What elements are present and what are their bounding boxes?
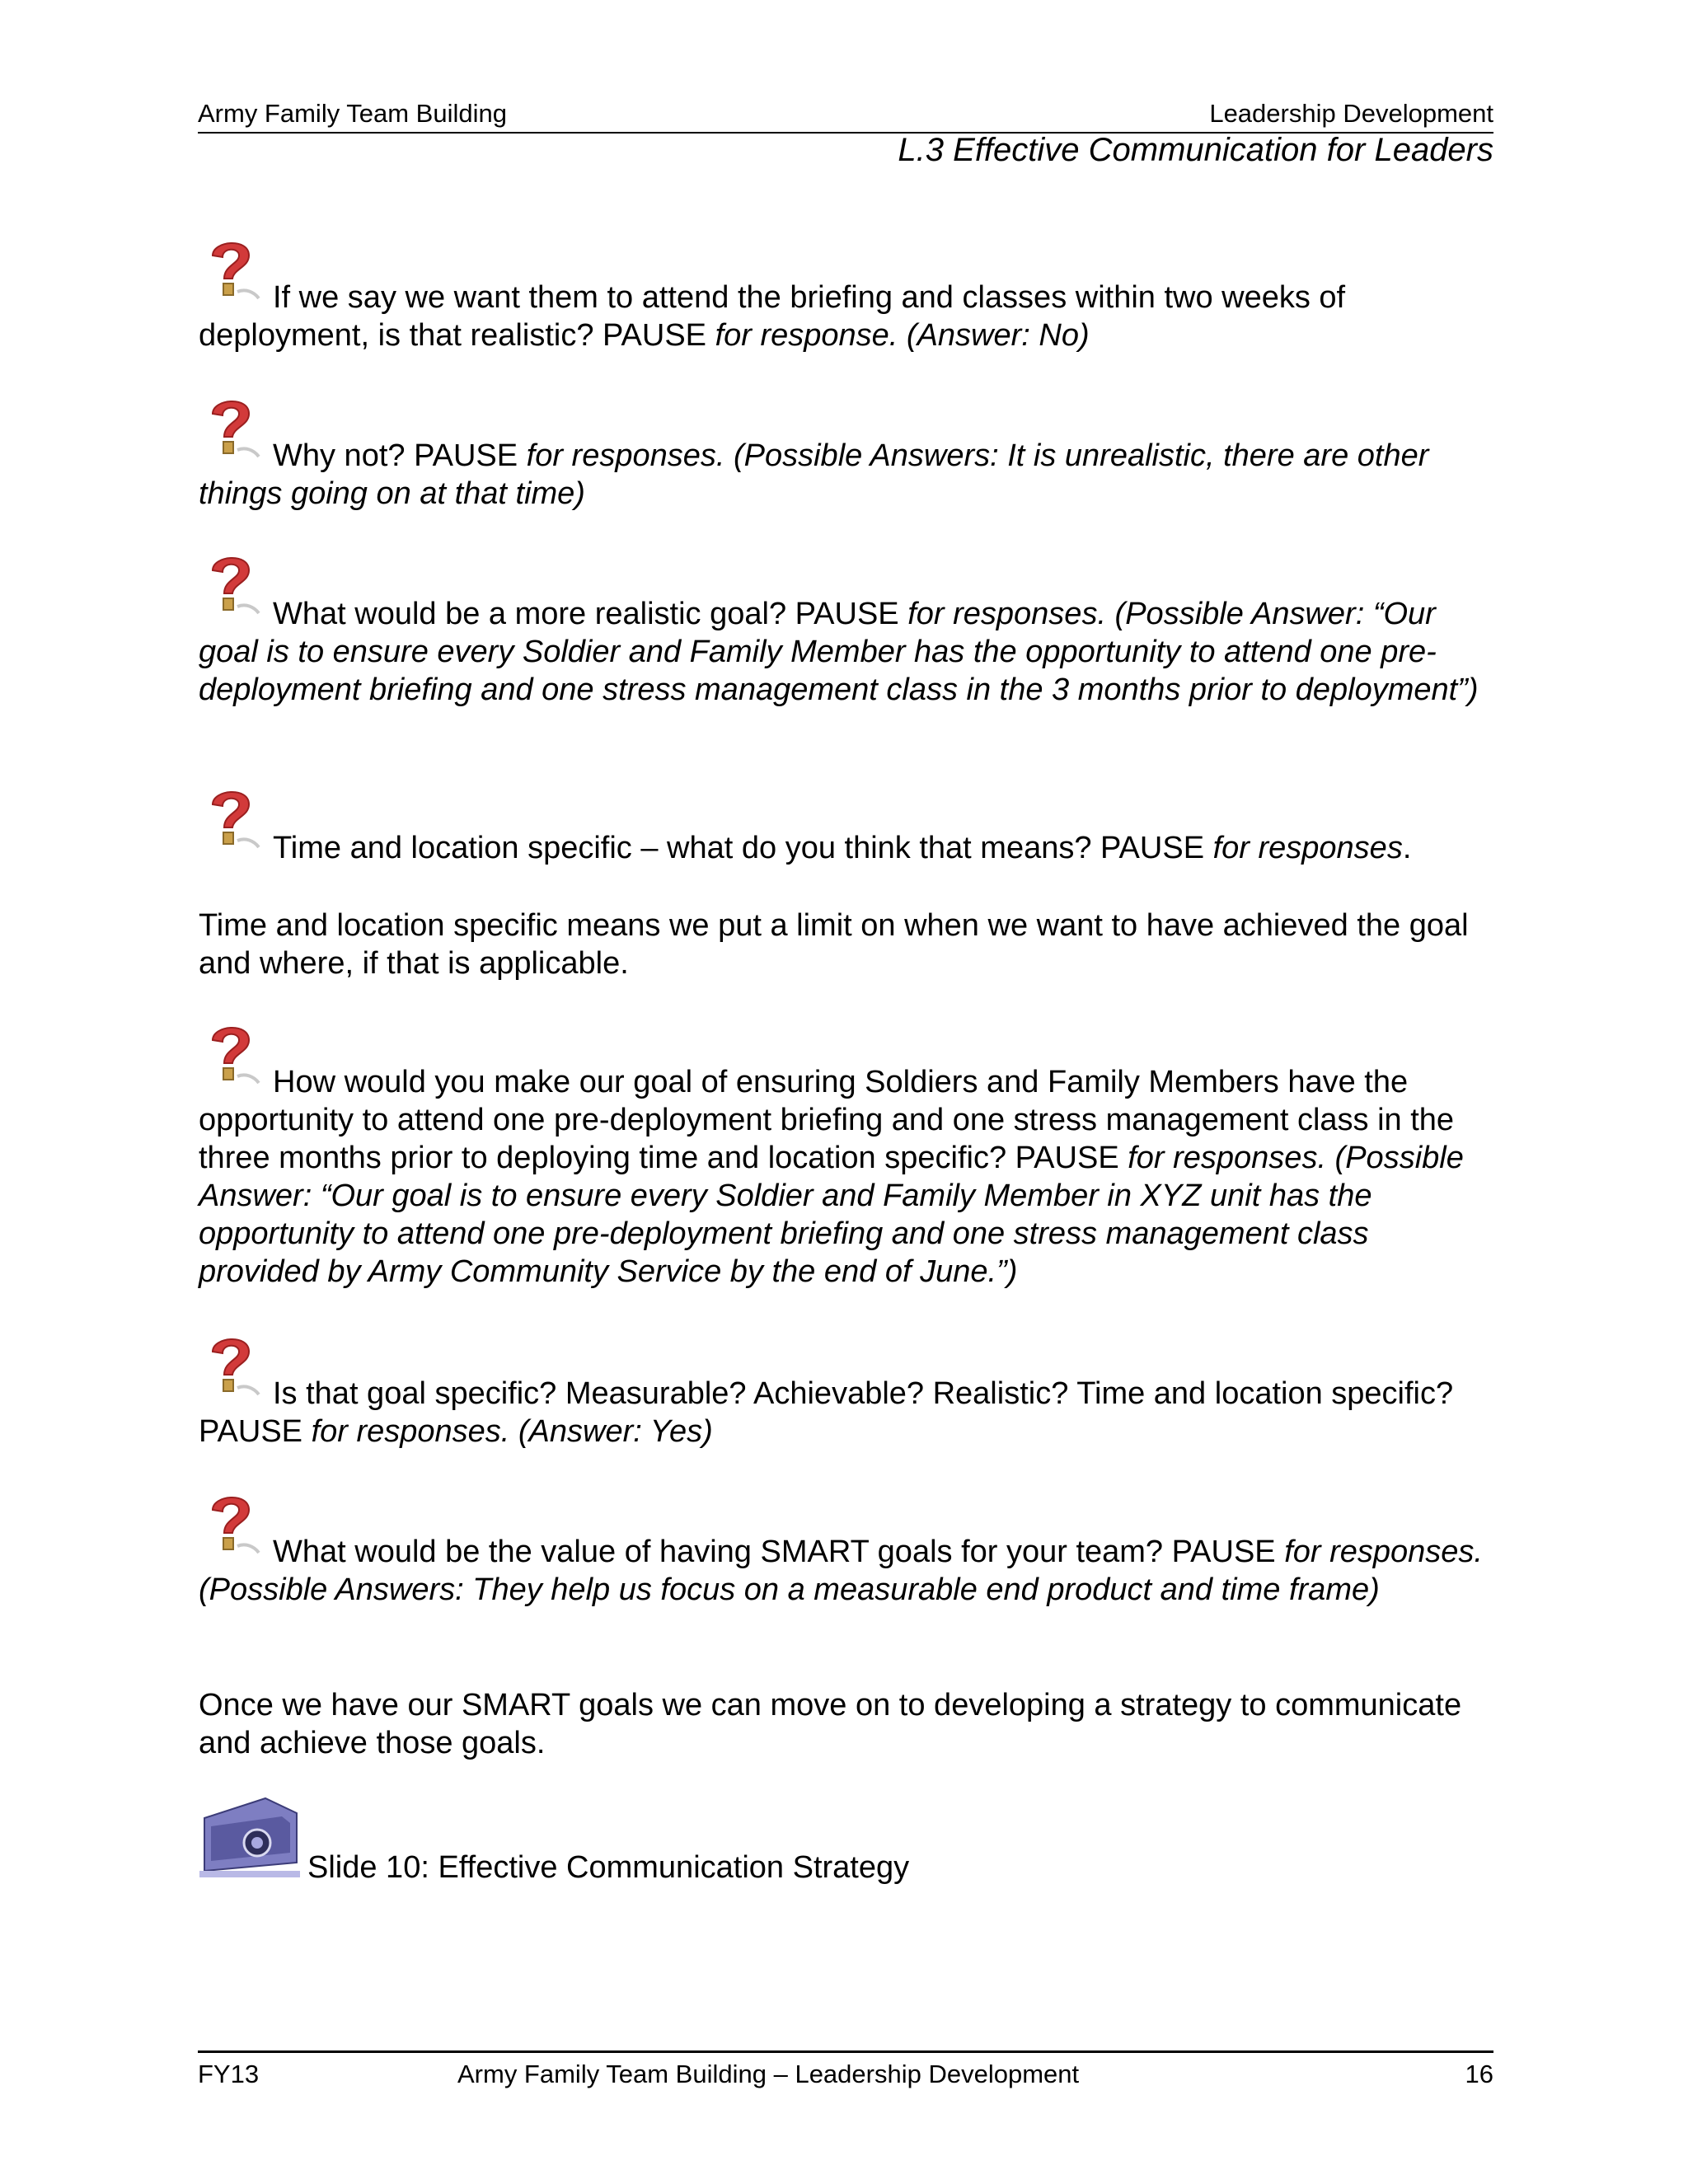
paragraph-6-text: How would you make our goal of ensuring Soldiers and Family Members have the opportunity to attend one pre-deployment briefing and one stress management class in the three months prior to deploying time and location specific? PAUSE — [199, 1065, 1455, 1175]
paragraph-6-italic: for responses. (Possible Answer: “Our goal is to ensure every Soldier and Family Member in XYZ unit has the opportunity to attend one pre-deployment briefing and one stress management class provided by Army Community Service by the end of June.”) — [199, 1141, 1464, 1289]
paragraph-8-italic: for responses. (Possible Answers: They help us focus on a measurable end product and time frame) — [199, 1535, 1483, 1607]
paragraph-3 — [199, 595, 1497, 709]
paragraph-1-italic: for response. (Answer: No) — [715, 318, 1090, 353]
paragraph-4 — [199, 829, 1497, 867]
paragraph-1 — [199, 279, 1497, 354]
footer-fiscal-year: FY13 — [198, 2060, 260, 2088]
paragraph-3-text: What would be a more realistic goal? PAUSE — [273, 597, 908, 631]
section-title: L.3 Effective Communication for Leaders — [898, 132, 1493, 168]
paragraph-4-tail: . — [1402, 831, 1412, 865]
header-left: Army Family Team Building — [198, 99, 507, 128]
paragraph-7-text: Is that goal specific? Measurable? Achievable? Realistic? Time and location specific? PAUSE — [199, 1376, 1454, 1449]
paragraph-7-italic: for responses. (Answer: Yes) — [311, 1414, 713, 1449]
projector-icon — [199, 1793, 300, 1877]
page-number: 16 — [1465, 2060, 1493, 2088]
paragraph-7 — [199, 1375, 1497, 1451]
paragraph-2 — [199, 437, 1497, 513]
slide-label: Slide 10: Effective Communication Strategy — [307, 1850, 910, 1885]
paragraph-5 — [199, 907, 1497, 982]
paragraph-1-text: If we say we want them to attend the briefing and classes within two weeks of deployment, is that realistic? PAUSE — [199, 280, 1346, 353]
paragraph-2-text: Why not? PAUSE — [273, 438, 527, 473]
page-footer — [198, 2050, 1493, 2088]
paragraph-5-text: Time and location specific means we put a limit on when we want to have achieved the goal and where, if that is applicable. — [199, 908, 1469, 981]
paragraph-4-italic: for responses — [1212, 831, 1403, 865]
paragraph-8-text: What would be the value of having SMART goals for your team? PAUSE — [273, 1535, 1285, 1569]
paragraph-3-italic: for responses. (Possible Answer: “Our goal is to ensure every Soldier and Family Member has the opportunity to attend one pre-deployment briefing and one stress management class in the 3 months prior to deployment”) — [199, 597, 1479, 707]
paragraph-8 — [199, 1533, 1497, 1609]
footer-title: Army Family Team Building – Leadership Development — [457, 2060, 1080, 2088]
header-right: Leadership Development — [1209, 99, 1493, 128]
paragraph-2-italic: for responses. (Possible Answers: It is unrealistic, there are other things going on at that time) — [199, 438, 1429, 511]
paragraph-6 — [199, 1063, 1497, 1291]
paragraph-4-text: Time and location specific – what do you think that means? PAUSE — [273, 831, 1213, 865]
running-header — [198, 97, 1493, 134]
paragraph-9-text: Once we have our SMART goals we can move on to developing a strategy to communicate and achieve those goals. — [199, 1688, 1462, 1760]
paragraph-9 — [199, 1686, 1497, 1762]
